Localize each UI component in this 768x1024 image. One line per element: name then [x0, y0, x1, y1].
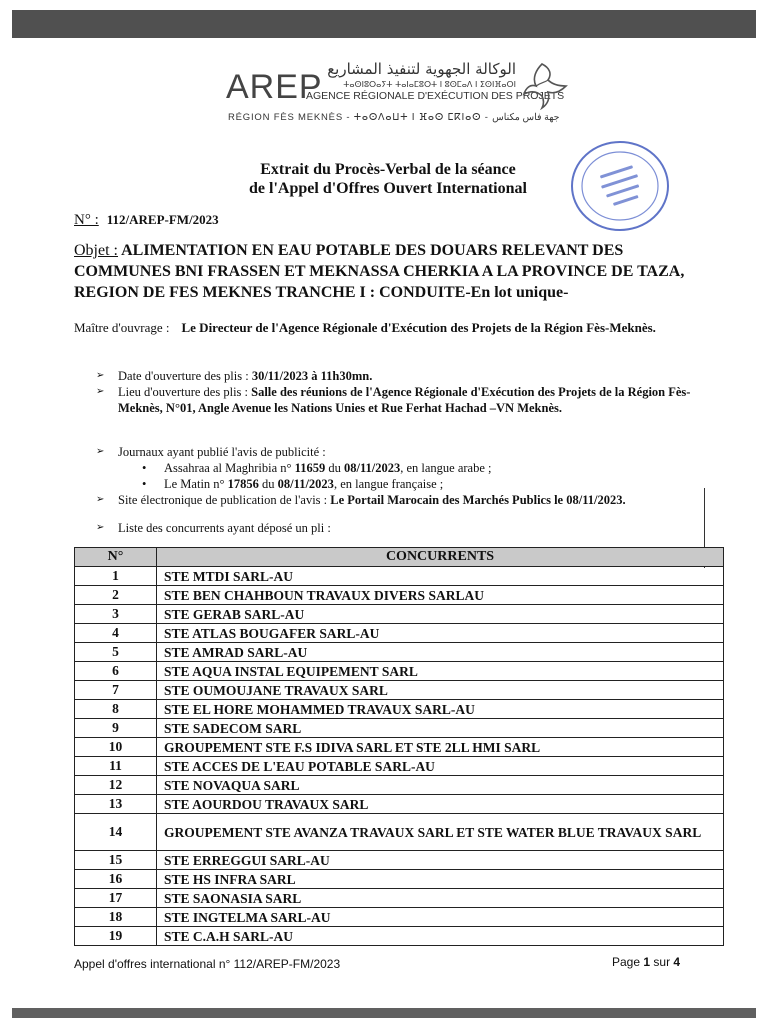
header-number: N° — [75, 548, 157, 567]
table-row — [75, 870, 724, 889]
row-name: GROUPEMENT STE AVANZA TRAVAUX SARL ET STE WATER BLUE TRAVAUX SARL — [157, 814, 724, 851]
table-row — [75, 681, 724, 700]
table-header-row — [75, 548, 724, 567]
row-number: 9 — [75, 719, 157, 738]
journal1-number: 11659 — [294, 461, 326, 475]
lieu-label: Lieu d'ouverture des plis : — [118, 385, 248, 399]
title-line-1: Extrait du Procès-Verbal de la séance — [260, 161, 516, 178]
liste-label: Liste des concurrents ayant déposé un pli : — [118, 521, 331, 535]
row-number: 18 — [75, 908, 157, 927]
arrow-bullet-icon: ➢ — [96, 446, 105, 457]
journal2-lang: , en langue française ; — [333, 477, 444, 491]
lieu-ouverture-item — [96, 384, 696, 416]
table-row — [75, 700, 724, 719]
journal1-du: du — [328, 461, 341, 475]
row-name: STE MTDI SARL-AU — [157, 567, 724, 586]
row-name: STE ATLAS BOUGAFER SARL-AU — [157, 624, 724, 643]
row-number: 17 — [75, 889, 157, 908]
row-number: 5 — [75, 643, 157, 662]
journaux-label: Journaux ayant publié l'avis de publicité : — [118, 445, 326, 459]
footer-reference: Appel d'offres international n° 112/AREP-FM/2023 — [74, 957, 341, 971]
row-number: 7 — [75, 681, 157, 700]
scan-top-band — [12, 10, 756, 38]
journal1-lang: , en langue arabe ; — [400, 461, 492, 475]
page-label: Page — [612, 955, 641, 969]
table-row — [75, 757, 724, 776]
arrow-bullet-icon: ➢ — [96, 494, 105, 505]
row-number: 2 — [75, 586, 157, 605]
header-concurrents: CONCURRENTS — [157, 548, 724, 567]
row-name: STE AOURDOU TRAVAUX SARL — [157, 795, 724, 814]
table-row — [75, 776, 724, 795]
row-name: STE ERREGGUI SARL-AU — [157, 851, 724, 870]
row-number: 16 — [75, 870, 157, 889]
date-value: 30/11/2023 à 11h30mn. — [251, 369, 373, 383]
row-name: STE AMRAD SARL-AU — [157, 643, 724, 662]
row-name: STE C.A.H SARL-AU — [157, 927, 724, 946]
journal2-du: du — [262, 477, 275, 491]
row-name: STE ACCES DE L'EAU POTABLE SARL-AU — [157, 757, 724, 776]
arrow-bullet-icon: ➢ — [96, 370, 105, 381]
date-ouverture-item — [96, 368, 696, 384]
row-name: STE HS INFRA SARL — [157, 870, 724, 889]
lieu-value: Salle des réunions de l'Agence Régionale d'Exécution des Projets de la Région Fès-Meknès, N°01, Angle Avenue les Nations Unies et Rue Ferhat Hachad –VN Meknès. — [118, 385, 691, 415]
site-label: Site électronique de publication de l'avis : — [118, 493, 328, 507]
row-name: STE SADECOM SARL — [157, 719, 724, 738]
row-number: 14 — [75, 814, 157, 851]
title-line-2: de l'Appel d'Offres Ouvert International — [249, 180, 527, 197]
maitre-value: Le Directeur de l'Agence Régionale d'Exécution des Projets de la Région Fès-Meknès. — [181, 320, 656, 335]
site-value: Le Portail Marocain des Marchés Publics le 08/11/2023. — [330, 493, 626, 507]
table-row — [75, 889, 724, 908]
journal1-date: 08/11/2023 — [343, 461, 401, 475]
journal-item-1 — [142, 460, 492, 476]
row-number: 13 — [75, 795, 157, 814]
table-row — [75, 719, 724, 738]
row-number: 10 — [75, 738, 157, 757]
journaux-item — [96, 444, 696, 460]
bird-emblem-icon — [522, 60, 568, 115]
objet-label: Objet : — [74, 242, 118, 259]
row-name: STE SAONASIA SARL — [157, 889, 724, 908]
page-sep: sur — [653, 955, 671, 969]
table-row — [75, 814, 724, 851]
document-title — [150, 160, 626, 198]
row-number: 6 — [75, 662, 157, 681]
reference-label: N° : — [74, 212, 99, 228]
journal1-name: Assahraa al Maghribia n° — [164, 461, 292, 475]
row-number: 11 — [75, 757, 157, 776]
liste-concurrents-item — [96, 520, 696, 536]
table-row — [75, 586, 724, 605]
competitors-table — [74, 547, 724, 946]
row-number: 3 — [75, 605, 157, 624]
row-number: 19 — [75, 927, 157, 946]
table-row — [75, 908, 724, 927]
agency-name-tifinagh: ⵜⴰⵙⵏⵓⵔⴰⵢⵜ ⵜⴰⵏⴰⵎⵓⵔⵜ ⵏ ⵓⵙⵎⴰⴷ ⵏ ⵉⵙⵏⴼⴰⵔⵏ — [343, 80, 516, 89]
table-row — [75, 662, 724, 681]
row-name: STE GERAB SARL-AU — [157, 605, 724, 624]
scan-bottom-band — [12, 1008, 756, 1018]
arrow-bullet-icon: ➢ — [96, 386, 105, 397]
journal2-date: 08/11/2023 — [277, 477, 334, 491]
journal2-name: Le Matin n° — [164, 477, 225, 491]
objet-text: ALIMENTATION EN EAU POTABLE DES DOUARS RELEVANT DES COMMUNES BNI FRASSEN ET MEKNASSA CHERKIA A LA PROVINCE DE TAZA, REGION DE FES MEKNES TRANCHE I : CONDUITE-En lot unique- — [74, 242, 685, 301]
row-number: 15 — [75, 851, 157, 870]
row-number: 1 — [75, 567, 157, 586]
table-row — [75, 738, 724, 757]
row-name: STE EL HORE MOHAMMED TRAVAUX SARL-AU — [157, 700, 724, 719]
arrow-bullet-icon: ➢ — [96, 522, 105, 533]
row-name: STE OUMOUJANE TRAVAUX SARL — [157, 681, 724, 700]
bullet-icon: • — [142, 461, 147, 475]
agency-name-french: AGENCE RÉGIONALE D'EXÉCUTION DES PROJETS — [306, 90, 565, 102]
page-indicator — [612, 955, 680, 969]
table-row — [75, 624, 724, 643]
reference-value: 112/AREP-FM/2023 — [106, 212, 219, 227]
date-label: Date d'ouverture des plis : — [118, 369, 249, 383]
objet-section — [74, 240, 714, 303]
row-name: GROUPEMENT STE F.S IDIVA SARL ET STE 2LL HMI SARL — [157, 738, 724, 757]
row-number: 4 — [75, 624, 157, 643]
table-row — [75, 605, 724, 624]
region-tagline: RÉGION FÈS MEKNÈS - ⵜⴰⵙⴷⴰⵡⵜ ⵏ ⴼⴰⵙ ⵎⴽⵏⴰⵙ - جهة فاس مكناس — [228, 112, 560, 123]
table-row — [75, 567, 724, 586]
table-row — [75, 851, 724, 870]
maitre-ouvrage — [74, 318, 704, 337]
page-total: 4 — [673, 955, 681, 969]
row-name: STE BEN CHAHBOUN TRAVAUX DIVERS SARLAU — [157, 586, 724, 605]
row-name: STE AQUA INSTAL EQUIPEMENT SARL — [157, 662, 724, 681]
arep-logo: AREP — [226, 68, 323, 106]
table-row — [75, 927, 724, 946]
journal-item-2 — [142, 476, 443, 492]
bullet-icon: • — [142, 477, 147, 491]
row-number: 12 — [75, 776, 157, 795]
row-name: STE NOVAQUA SARL — [157, 776, 724, 795]
row-name: STE INGTELMA SARL-AU — [157, 908, 724, 927]
table-row — [75, 795, 724, 814]
journal2-number: 17856 — [227, 477, 259, 491]
agency-name-arabic: الوكالة الجهوية لتنفيذ المشاريع — [327, 60, 516, 78]
table-row — [75, 643, 724, 662]
maitre-label: Maître d'ouvrage : — [74, 320, 170, 335]
site-publication-item — [96, 492, 716, 508]
row-number: 8 — [75, 700, 157, 719]
reference-number — [74, 212, 219, 229]
page-current: 1 — [643, 955, 651, 969]
